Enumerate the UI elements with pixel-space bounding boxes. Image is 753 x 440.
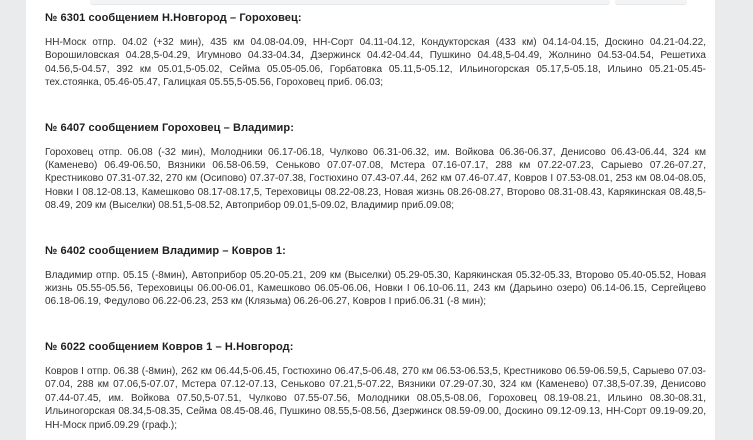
train-section-6402 [45,244,706,309]
train-heading-6022: № 6022 сообщением Ковров 1 – Н.Новгород: [45,340,294,353]
train-heading-6301: № 6301 сообщением Н.Новгород – Гороховец: [45,12,302,24]
cutoff-element-top-small [615,0,687,5]
train-schedule-text-6022: Ковров I отпр. 06.38 (-8мин), 262 км 06.44,5-06.45, Гостюхино 06.47,5-06.48, 270 км 06.53-06.53,5, Крестниково 06.59-06.59,5, Сарыево 07.03-07.04, 288 км 07.06,5-07.07, Мстера 07.12-07.13, Сеньково 07.21,5-07.22, Вязники 07.29-07.30, 324 км (Каменево) 07.38,5-07.39, Денисово 07.44-07.45, им. Войкова 07.50,5-07.51, Чулково 07.55-07.56, Молодники 08.05,5-08.06, Гороховец 08.19-08.21, Ильино 08.30-08.31, Ильиногорская 08.34,5-08.35, Сейма 08.45-08.46, Пушкино 08.55,5-08.56, Дзержинск 08.59-09.00, Доскино 09.12-09.13, НН-Сорт 09.19-09.20, НН-Моск приб.09.29 (граф.); [45,365,706,431]
train-heading-6407: № 6407 сообщением Гороховец – Владимир: [45,121,295,134]
train-section-6407 [45,121,706,213]
train-section-6301 [45,11,706,90]
train-schedule-text-6407: Гороховец отпр. 06.08 (-32 мин), Молодники 06.17-06.18, Чулково 06.31-06.32, им. Войкова 06.36-06.37, Денисово 06.43-06.44, 324 км (Каменево) 06.49-06.50, Вязники 06.58-06.59, Сеньково 07.07-07.08, Мстера 07.16-07.17, 288 км 07.22-07.23, Сарыево 07.26-07.27, Крестниково 07.31-07.32, 270 км (Осипово) 07.37-07.38, Гостюхино 07.43-07.44, 262 км 07.46-07.47, Ковров I 07.53-08.01, 253 км 08.04-08.05, Новки I 08.12-08.13, Камешково 08.17-08.17,5, Тереховицы 08.22-08.23, Новая жизнь 08.26-08.27, Второво 08.31-08.43, Карякинская 08.48,5-08.49, 209 км (Выселки) 08.51,5-08.52, Автоприбор 09.01,5-09.02, Владимир приб.09.08; [45,146,706,212]
train-heading-6402: № 6402 сообщением Владимир – Ковров 1: [45,244,286,257]
train-schedule-text-6402: Владимир отпр. 05.15 (-8мин), Автоприбор 05.20-05.21, 209 км (Выселки) 05.29-05.30, Карякинская 05.32-05.33, Второво 05.40-05.52, Новая жизнь 05.55-05.56, Тереховицы 06.00-06.01, Камешково 06.05-06.06, Новки I 06.10-06.11, 243 км (Дарьино озеро) 06.14-06.15, Сергейцево 06.18-06.19, Федулово 06.22-06.23, 253 км (Клязьма) 06.26-06.27, Ковров I приб.06.31 (-8 мин); [45,269,706,308]
cutoff-element-top [90,0,610,5]
train-section-6022 [45,340,706,432]
document-page [26,0,715,440]
train-schedule-text-6301: НН-Моск отпр. 04.02 (+32 мин), 435 км 04.08-04.09, НН-Сорт 04.11-04.12, Кондукторская (433 км) 04.14-04.15, Доскино 04.21-04.22, Ворошиловская 04.28,5-04.29, Игумново 04.33-04.34, Дзержинск 04.42-04.44, Пушкино 04.48,5-04.49, Жолнино 04.53-04.54, Решетиха 04.56,5-04.57, 392 км 05.01,5-05.02, Сейма 05.05-05.06, Горбатовка 05.11,5-05.12, Ильиногорская 05.17,5-05.18, Ильино 05.21-05.45-тех.стоянка, 05.46-05.47, Галицкая 05.55,5-05.56, Гороховец приб. 06.03; [45,37,706,89]
